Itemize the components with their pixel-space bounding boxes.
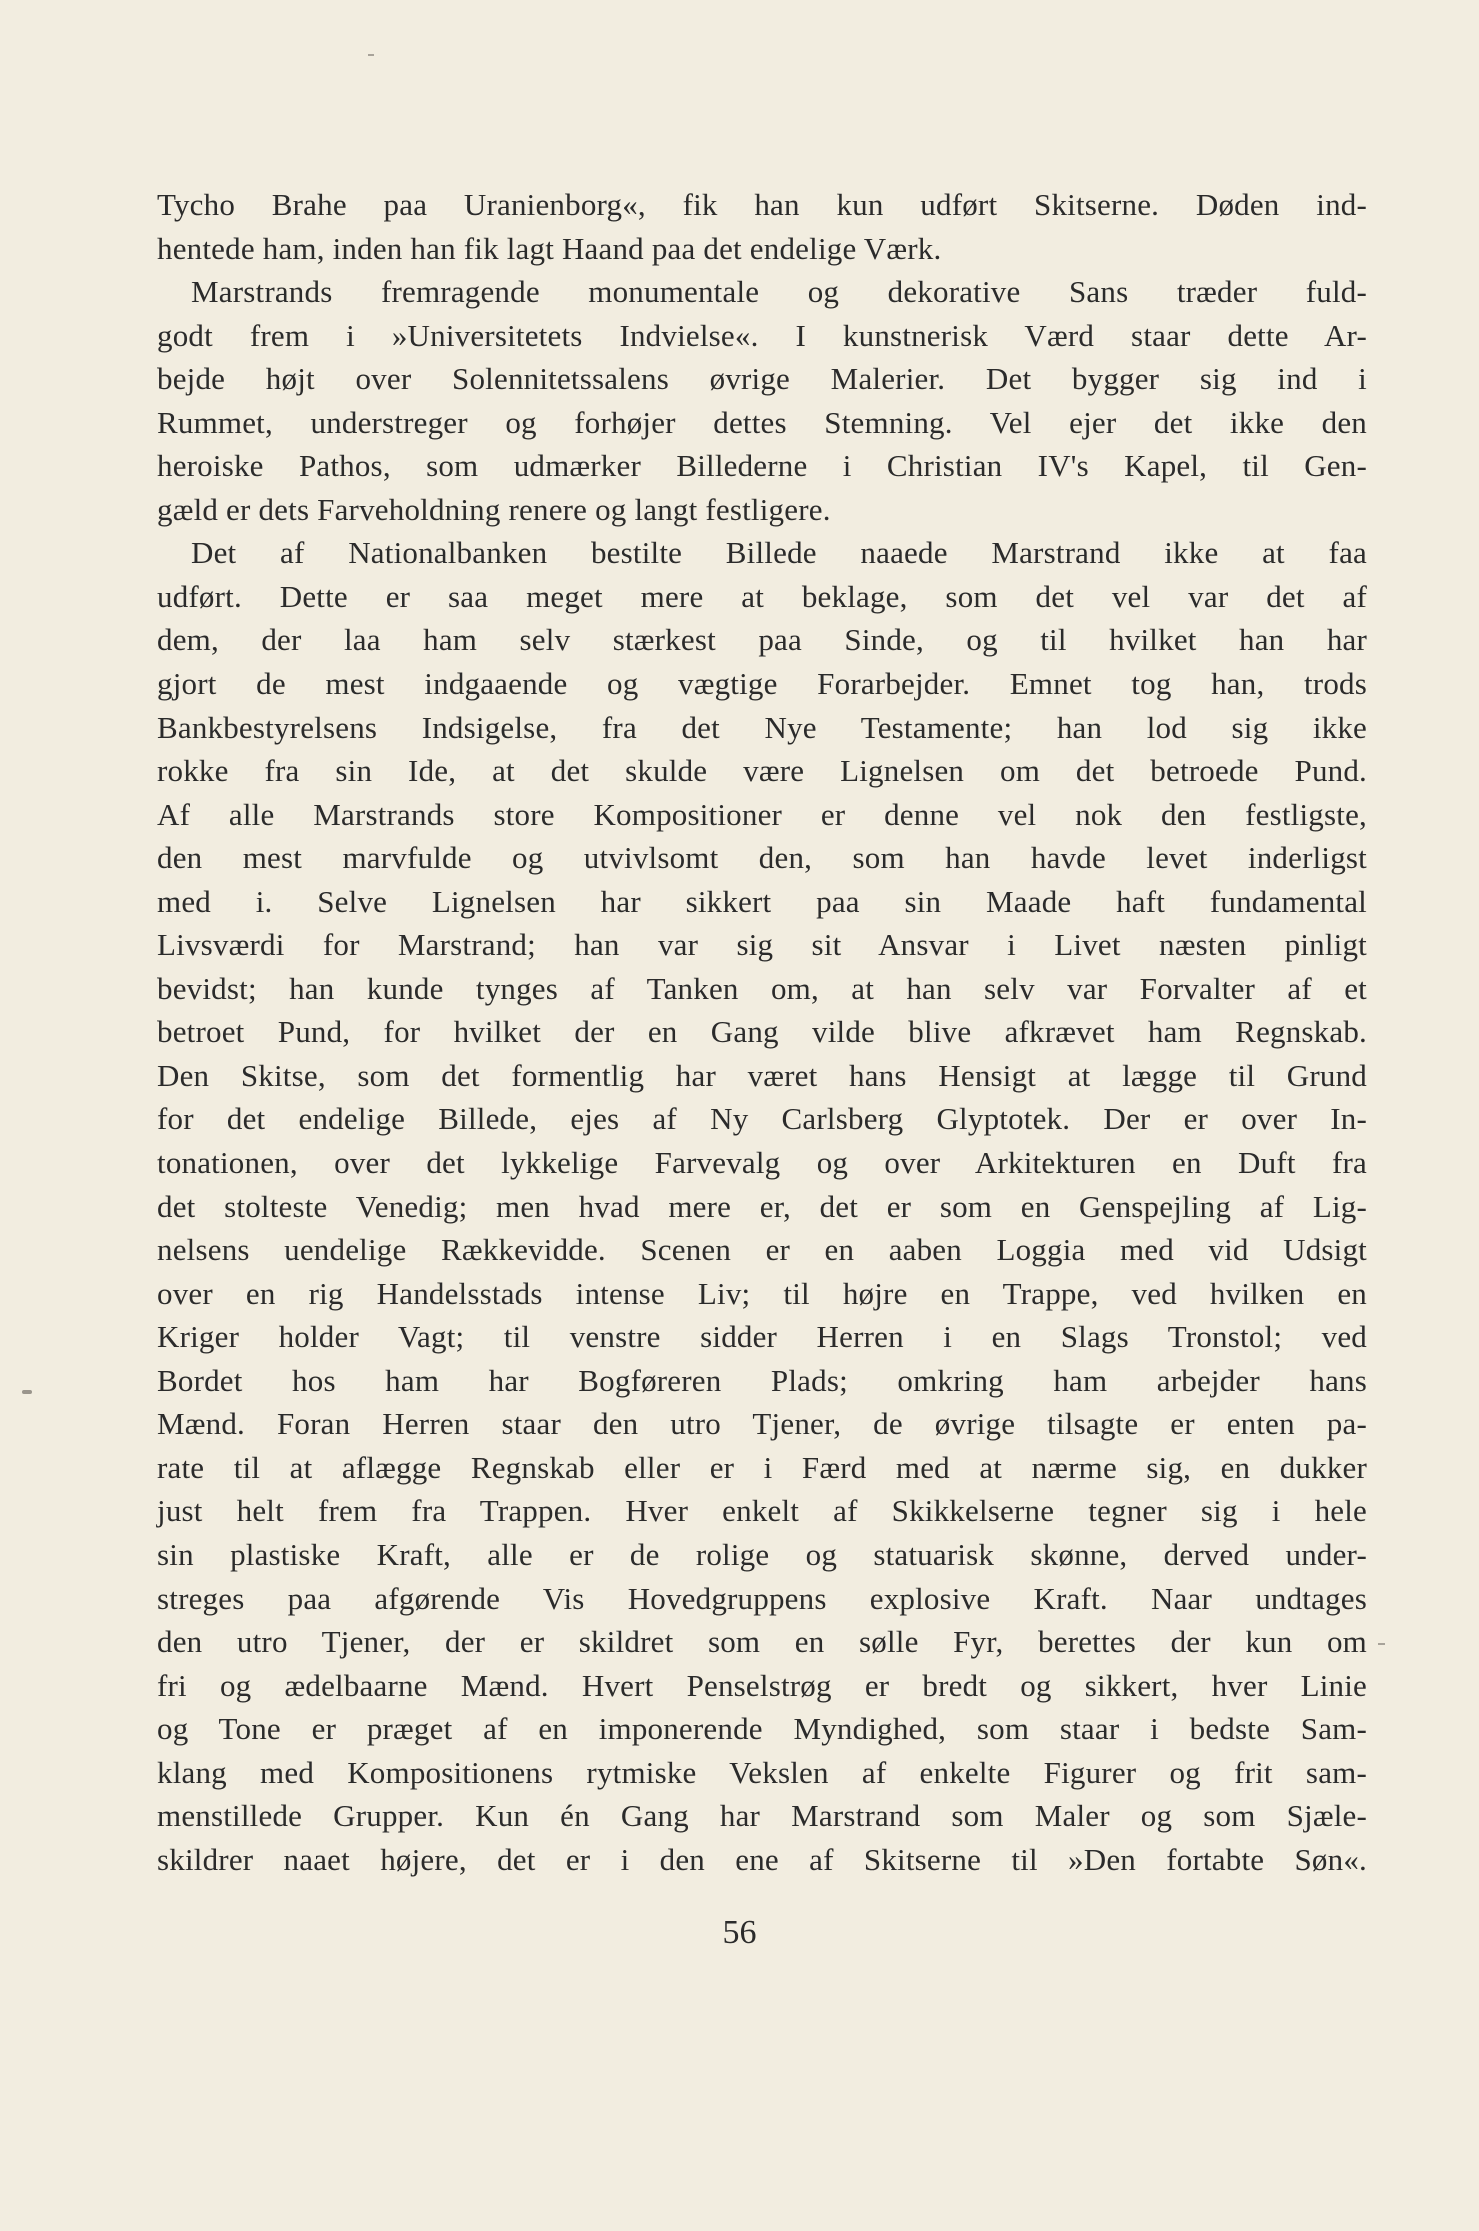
text-line: tonationen, over det lykkelige Farvevalg og over Arkitekturen en Duft fra — [157, 1145, 1367, 1181]
text-line: Tycho Brahe paa Uranienborg«, fik han kun udført Skitserne. Døden ind- — [157, 187, 1367, 222]
scan-speck — [1378, 1643, 1385, 1645]
text-line: bevidst; han kunde tynges af Tanken om, at han selv var Forvalter af et — [157, 970, 1367, 1006]
text-line: klang med Kompositionens rytmiske Vekslen af enkelte Figurer og frit sam- — [157, 1754, 1367, 1790]
text-line: fri og ædelbaarne Mænd. Hvert Penselstrøg er bredt og sikkert, hver Linie — [157, 1667, 1367, 1703]
text-line: gjort de mest indgaaende og vægtige Forarbejder. Emnet tog han, trods — [157, 666, 1367, 702]
text-line: rate til at aflægge Regnskab eller er i Færd med at nærme sig, en dukker — [157, 1449, 1367, 1485]
text-line: for det endelige Billede, ejes af Ny Carlsberg Glyptotek. Der er over In- — [157, 1101, 1367, 1137]
text-line: Bankbestyrelsens Indsigelse, fra det Nye Testamente; han lod sig ikke — [157, 709, 1367, 745]
text-line: det stolteste Venedig; men hvad mere er, det er som en Genspejling af Lig- — [157, 1188, 1367, 1224]
text-line: over en rig Handelsstads intense Liv; til højre en Trappe, ved hvilken en — [157, 1275, 1367, 1311]
text-line: med i. Selve Lignelsen har sikkert paa sin Maade haft fundamental — [157, 883, 1367, 919]
text-line: gæld er dets Farveholdning renere og langt festligere. — [157, 491, 831, 527]
text-line: just helt frem fra Trappen. Hver enkelt af Skikkelserne tegner sig i hele — [157, 1493, 1367, 1529]
text-line: hentede ham, inden han fik lagt Haand paa det endelige Værk. — [157, 230, 942, 266]
text-line: skildrer naaet højere, det er i den ene af Skitserne til »Den fortabte Søn«. — [157, 1841, 1367, 1877]
text-line: og Tone er præget af en imponerende Myndighed, som staar i bedste Sam- — [157, 1711, 1367, 1747]
text-line: Kriger holder Vagt; til venstre sidder Herren i en Slags Tronstol; ved — [157, 1319, 1367, 1355]
text-line: streges paa afgørende Vis Hovedgruppens explosive Kraft. Naar undtages — [157, 1580, 1367, 1616]
text-line: Mænd. Foran Herren staar den utro Tjener, de øvrige tilsagte er enten pa- — [157, 1406, 1367, 1442]
text-line: Livsværdi for Marstrand; han var sig sit Ansvar i Livet næsten pinligt — [157, 927, 1367, 963]
text-line: Marstrands fremragende monumentale og dekorative Sans træder fuld- — [191, 274, 1367, 310]
text-line: nelsens uendelige Rækkevidde. Scenen er en aaben Loggia med vid Udsigt — [157, 1232, 1367, 1268]
text-line: betroet Pund, for hvilket der en Gang vilde blive afkrævet ham Regnskab. — [157, 1014, 1367, 1050]
text-line: den mest marvfulde og utvivlsomt den, som han havde levet inderligst — [157, 840, 1367, 876]
scan-speck — [368, 54, 374, 56]
text-line: Bordet hos ham har Bogføreren Plads; omkring ham arbejder hans — [157, 1362, 1367, 1398]
text-line: den utro Tjener, der er skildret som en sølle Fyr, berettes der kun om — [157, 1624, 1367, 1660]
text-line: dem, der laa ham selv stærkest paa Sinde, og til hvilket han har — [157, 622, 1367, 658]
body-text — [157, 183, 1367, 1881]
text-line: Af alle Marstrands store Kompositioner er denne vel nok den festligste, — [157, 796, 1367, 832]
text-line: sin plastiske Kraft, alle er de rolige og statuarisk skønne, derved under- — [157, 1536, 1367, 1572]
text-line: godt frem i »Universitetets Indvielse«. I kunstnerisk Værd staar dette Ar- — [157, 317, 1367, 353]
text-line: Den Skitse, som det formentlig har været hans Hensigt at lægge til Grund — [157, 1057, 1367, 1093]
text-line: bejde højt over Solennitetssalens øvrige Malerier. Det bygger sig ind i — [157, 361, 1367, 397]
text-line: menstillede Grupper. Kun én Gang har Marstrand som Maler og som Sjæle- — [157, 1798, 1367, 1834]
scan-speck — [22, 1390, 32, 1394]
text-line: rokke fra sin Ide, at det skulde være Lignelsen om det betroede Pund. — [157, 753, 1367, 789]
text-line: heroiske Pathos, som udmærker Billederne i Christian IV's Kapel, til Gen- — [157, 448, 1367, 484]
text-line: Rummet, understreger og forhøjer dettes Stemning. Vel ejer det ikke den — [157, 404, 1367, 440]
text-line: Det af Nationalbanken bestilte Billede naaede Marstrand ikke at faa — [191, 535, 1367, 571]
page-number: 56 — [722, 1914, 757, 1951]
text-line: udført. Dette er saa meget mere at beklage, som det vel var det af — [157, 578, 1367, 614]
